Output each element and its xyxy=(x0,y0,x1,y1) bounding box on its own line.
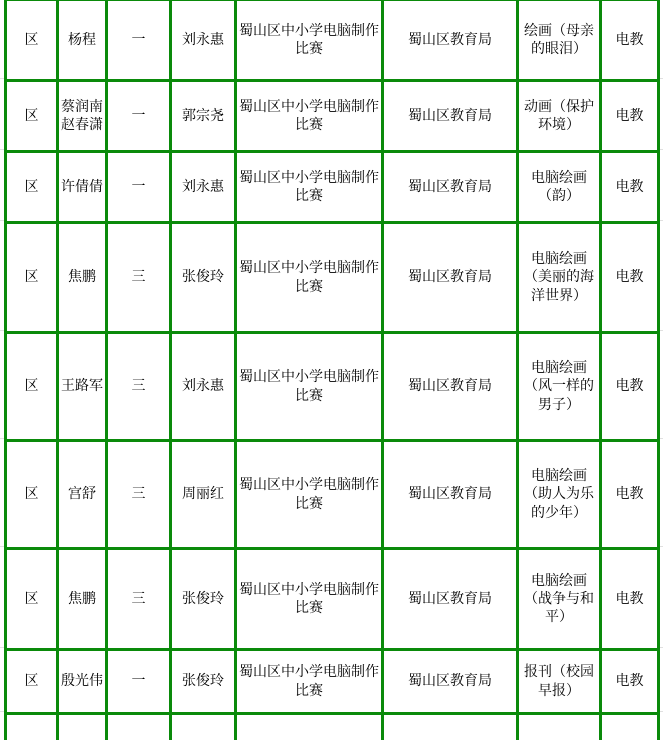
cell-category: 电教 xyxy=(601,333,659,441)
cell-organizer: 蜀山区教育局 xyxy=(383,223,518,333)
cell-region: 区 xyxy=(6,152,58,223)
cell-instructor: 张俊玲 xyxy=(171,223,236,333)
cell-category: 电教 xyxy=(601,0,659,81)
cell-work-title: 绘画（母亲的眼泪） xyxy=(518,0,601,81)
cell-award-level: 一 xyxy=(107,0,171,81)
cell-organizer: 蜀山区教育局 xyxy=(383,81,518,152)
cell-student-name: 王路军 xyxy=(58,333,107,441)
cell-organizer: 蜀山区教育局 xyxy=(383,0,518,81)
cell-award-level: 三 xyxy=(107,549,171,650)
cell-award-level: 三 xyxy=(107,333,171,441)
cell-organizer: 蜀山区教育局 xyxy=(383,441,518,549)
cell-student-name: 许倩倩 xyxy=(58,152,107,223)
cell-award-level: 一 xyxy=(107,650,171,714)
cell-organizer: 蜀山区教育局 xyxy=(383,549,518,650)
cell-award-level: 三 xyxy=(107,441,171,549)
cell-instructor: 郭宗尧 xyxy=(171,81,236,152)
cell-work-title: 电脑绘画（美丽的海洋世界） xyxy=(518,223,601,333)
table-row xyxy=(6,81,659,152)
cell-work-title: 动画（保护环境） xyxy=(518,81,601,152)
cell-student-name xyxy=(58,714,107,740)
cell-work-title: 电脑绘画（韵） xyxy=(518,152,601,223)
cell-instructor: 刘永惠 xyxy=(171,0,236,81)
cell-organizer: 蜀山区教育局 xyxy=(383,152,518,223)
cell-region: 区 xyxy=(6,441,58,549)
cell-student-name: 焦鹏 xyxy=(58,549,107,650)
cell-competition-name: 蜀山区中小学电脑制作比赛 xyxy=(236,152,383,223)
cell-instructor: 周丽红 xyxy=(171,441,236,549)
table-row xyxy=(6,0,659,81)
table-row xyxy=(6,152,659,223)
cell-competition-name: 蜀山区中小学电脑制作比赛 xyxy=(236,223,383,333)
cell-work-title: 电脑绘画（风一样的男子） xyxy=(518,333,601,441)
cell-competition-name: 蜀山区中小学电脑制作比赛 xyxy=(236,81,383,152)
cell-category: 电教 xyxy=(601,223,659,333)
cell-student-name: 杨程 xyxy=(58,0,107,81)
cell-student-name: 焦鹏 xyxy=(58,223,107,333)
table-row-partial xyxy=(6,714,659,740)
cell-region: 区 xyxy=(6,333,58,441)
table-row xyxy=(6,549,659,650)
cell-category: 电教 xyxy=(601,650,659,714)
cell-instructor: 刘永惠 xyxy=(171,152,236,223)
table-row xyxy=(6,441,659,549)
cell-category: 电教 xyxy=(601,441,659,549)
cell-work-title: 报刊（校园早报） xyxy=(518,650,601,714)
table-row xyxy=(6,333,659,441)
cell-award-level xyxy=(107,714,171,740)
cell-instructor xyxy=(171,714,236,740)
cell-region: 区 xyxy=(6,223,58,333)
cell-instructor: 张俊玲 xyxy=(171,549,236,650)
cell-region: 区 xyxy=(6,81,58,152)
cell-region: 区 xyxy=(6,549,58,650)
cell-region: 区 xyxy=(6,0,58,81)
cell-organizer: 蜀山区教育局 xyxy=(383,650,518,714)
cell-student-name: 宫舒 xyxy=(58,441,107,549)
cell-competition-name: 蜀山区中小学电脑制作比赛 xyxy=(236,333,383,441)
table-row xyxy=(6,650,659,714)
table-row xyxy=(6,223,659,333)
cell-region xyxy=(6,714,58,740)
cell-award-level: 一 xyxy=(107,152,171,223)
cell-category xyxy=(601,714,659,740)
cell-competition-name: 蜀山区中小学电脑制作比赛 xyxy=(236,0,383,81)
cell-competition-name: 蜀山区中小学电脑制作比赛 xyxy=(236,441,383,549)
cell-instructor: 张俊玲 xyxy=(171,650,236,714)
cell-category: 电教 xyxy=(601,81,659,152)
cell-work-title: 电脑绘画（战争与和平） xyxy=(518,549,601,650)
cell-award-level: 一 xyxy=(107,81,171,152)
cell-student-name: 殷光伟 xyxy=(58,650,107,714)
cell-competition-name xyxy=(236,714,383,740)
cell-competition-name: 蜀山区中小学电脑制作比赛 xyxy=(236,549,383,650)
cell-competition-name: 蜀山区中小学电脑制作比赛 xyxy=(236,650,383,714)
cell-category: 电教 xyxy=(601,152,659,223)
cell-student-name: 蔡润南赵春潇 xyxy=(58,81,107,152)
cell-work-title: 电脑绘画（助人为乐的少年） xyxy=(518,441,601,549)
cell-work-title xyxy=(518,714,601,740)
awards-table xyxy=(4,0,660,740)
cell-award-level: 三 xyxy=(107,223,171,333)
cell-organizer xyxy=(383,714,518,740)
cell-region: 区 xyxy=(6,650,58,714)
cell-category: 电教 xyxy=(601,549,659,650)
cell-organizer: 蜀山区教育局 xyxy=(383,333,518,441)
cell-instructor: 刘永惠 xyxy=(171,333,236,441)
